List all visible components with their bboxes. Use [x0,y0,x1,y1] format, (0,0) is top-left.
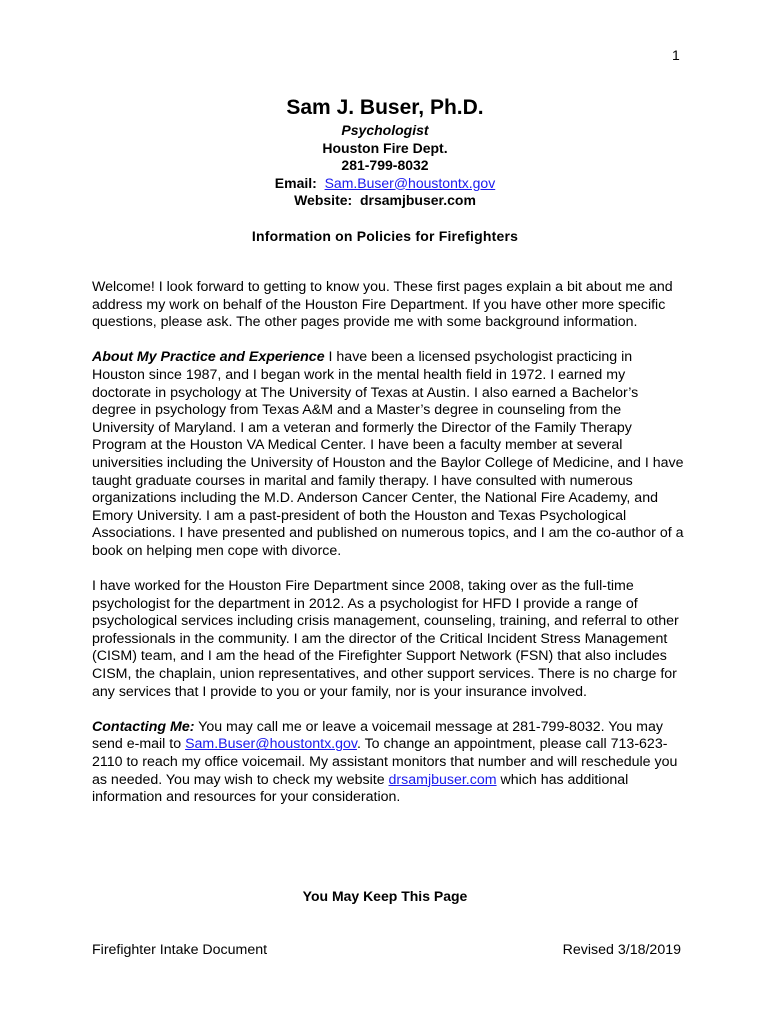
email-link[interactable]: Sam.Buser@houstontx.gov [324,174,496,191]
hfd-paragraph: I have worked for the Houston Fire Department since 2008, taking over as the full-time psychologist for the department in 2012. As a psychologist for HFD I provide a range of psychological services including crisis management, counseling, training, and referral to other professionals in the community. I am the director of the Critical Incident Stress Management (CISM) team, and I am the head of the Firefighter Support Network (FSN) that also includes CISM, the chaplain, union representatives, and other support services. There is no charge for any services that I provide to you or your family, nor is your insurance involved. [92,578,679,700]
website-text: drsamjbuser.com [359,192,476,208]
page-number: 1 [672,47,680,63]
author-phone: 281-799-8032 [341,157,429,173]
contact-text-2: . To change an appointment, please call 713-623-2110 to reach my office voicemail. My assistant monitors that number and will reschedule you as needed. You may wish to check my website [92,736,678,788]
welcome-paragraph: Welcome! I look forward to getting to know you. These first pages explain a bit about me and address my work on behalf of the Houston Fire Department. If you have other more specific questions, please ask. The other pages provide me with some background information. [92,279,673,331]
document-body [92,279,684,824]
contact-email-link[interactable]: Sam.Buser@houstontx.gov [185,736,357,753]
practice-heading: About My Practice and Experience [92,349,325,366]
contact-heading: Contacting Me: [92,718,195,735]
author-department: Houston Fire Dept. [322,139,448,156]
website-label: Website: [294,192,353,208]
footer-document-name: Firefighter Intake Document [92,942,268,958]
footer-revision-date: Revised 3/18/2019 [562,942,681,958]
email-label: Email: [274,174,317,191]
contact-paragraph [92,719,684,807]
document-heading: Information on Policies for Firefighters [251,228,519,244]
contact-text-1: You may call me or leave a voicemail message at 281-799-8032. You may send e-mail to [92,718,663,753]
letterhead [0,94,770,210]
contact-website-link[interactable]: drsamjbuser.com [388,771,497,788]
author-title: Psychologist [341,122,429,138]
email-line [0,175,770,193]
website-line [0,192,770,210]
practice-paragraph [92,349,684,560]
practice-text: I have been a licensed psychologist practicing in Houston since 1987, and I began work in the mental health field in 1972. I earned my doctorate in psychology at The University of Texas at Austin. I also earned a Bachelor’s degree in psychology from Texas A&M and a Master’s degree in counseling from the University of Maryland. I am a veteran and formerly the Director of the Family Therapy Program at the Houston VA Medical Center. I have been a faculty member at several universities including the University of Houston and the Baylor College of Medicine, and I have taught graduate courses in marital and family therapy. I have consulted with numerous organizations including the M.D. Anderson Cancer Center, the National Fire Academy, and Emory University. I am a past-president of both the Houston and Texas Psychological Associations. I have presented and published on numerous topics, and I am the co-author of a book on helping men cope with divorce. [92,349,684,559]
keep-page-notice: You May Keep This Page [302,888,468,904]
contact-text-3: which has additional information and resources for your consideration. [92,771,629,806]
author-name: Sam J. Buser, Ph.D. [286,96,484,119]
